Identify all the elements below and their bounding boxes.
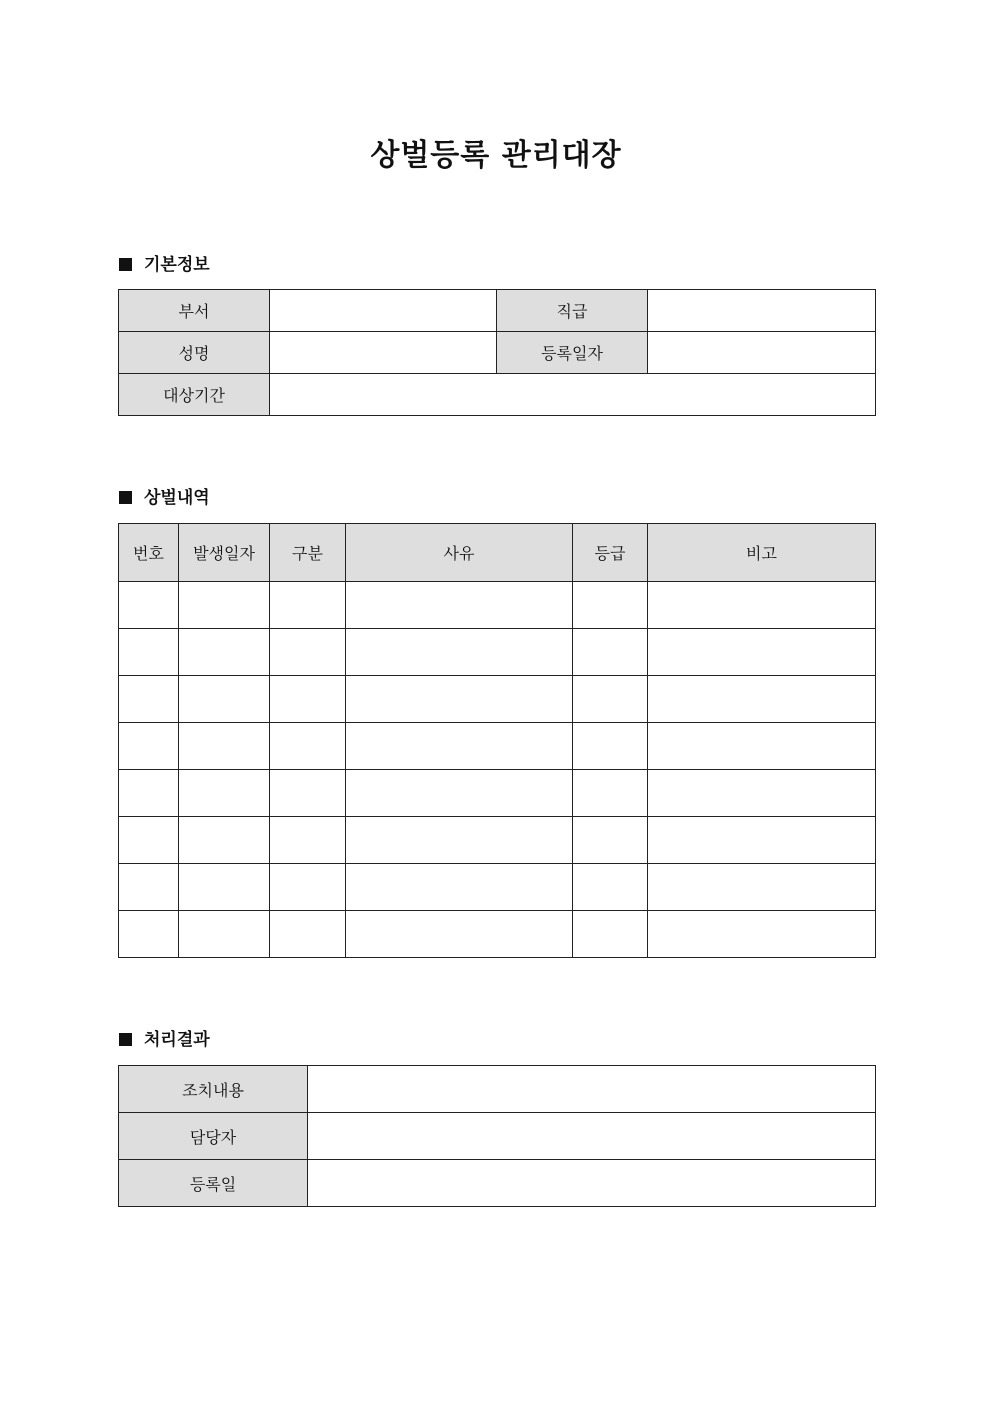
grade-cell[interactable] [573,723,648,770]
result-row [119,1113,876,1160]
date-cell[interactable] [179,582,270,629]
basic-info-heading [119,253,210,277]
date-field[interactable] [308,1160,876,1207]
records-table [118,523,876,958]
remarks-cell[interactable] [648,582,876,629]
grade-cell[interactable] [573,629,648,676]
square-bullet-icon [119,258,132,271]
table-row [119,817,876,864]
date-cell[interactable] [179,723,270,770]
number-cell[interactable] [119,582,179,629]
remarks-cell[interactable] [648,676,876,723]
result-heading [119,1028,210,1052]
reason-cell[interactable] [346,864,573,911]
number-cell[interactable] [119,817,179,864]
basic-info-row [119,290,876,332]
action-field[interactable] [308,1066,876,1113]
reason-cell[interactable] [346,770,573,817]
action-label: 조치내용 [119,1066,308,1113]
type-cell[interactable] [270,770,346,817]
table-row [119,911,876,958]
result-heading-text: 처리결과 [144,1030,210,1050]
basic-info-table [118,289,876,416]
document-title: 상벌등록 관리대장 [370,138,622,173]
grade-cell[interactable] [573,864,648,911]
type-cell[interactable] [270,864,346,911]
records-heading [119,486,210,510]
name-label: 성명 [119,332,270,374]
basic-info-heading-text: 기본정보 [144,255,210,275]
table-row [119,676,876,723]
result-table [118,1065,876,1207]
date-cell[interactable] [179,676,270,723]
reason-cell[interactable] [346,582,573,629]
square-bullet-icon [119,1033,132,1046]
grade-cell[interactable] [573,582,648,629]
name-field[interactable] [270,332,497,374]
column-header-type: 구분 [270,524,346,582]
column-header-number: 번호 [119,524,179,582]
number-cell[interactable] [119,723,179,770]
table-row [119,723,876,770]
remarks-cell[interactable] [648,911,876,958]
table-row [119,582,876,629]
manager-label: 담당자 [119,1113,308,1160]
date-cell[interactable] [179,864,270,911]
grade-cell[interactable] [573,817,648,864]
column-header-grade: 등급 [573,524,648,582]
column-header-reason: 사유 [346,524,573,582]
basic-info-row [119,374,876,416]
department-field[interactable] [270,290,497,332]
register-date-label: 등록일자 [497,332,648,374]
number-cell[interactable] [119,770,179,817]
records-heading-text: 상벌내역 [144,488,210,508]
register-date-field[interactable] [648,332,876,374]
date-cell[interactable] [179,629,270,676]
type-cell[interactable] [270,817,346,864]
reason-cell[interactable] [346,629,573,676]
grade-cell[interactable] [573,770,648,817]
reason-cell[interactable] [346,911,573,958]
number-cell[interactable] [119,629,179,676]
type-cell[interactable] [270,582,346,629]
basic-info-row [119,332,876,374]
reason-cell[interactable] [346,676,573,723]
type-cell[interactable] [270,723,346,770]
result-row [119,1160,876,1207]
number-cell[interactable] [119,676,179,723]
date-cell[interactable] [179,770,270,817]
remarks-cell[interactable] [648,723,876,770]
type-cell[interactable] [270,629,346,676]
remarks-cell[interactable] [648,817,876,864]
table-row [119,864,876,911]
manager-field[interactable] [308,1113,876,1160]
grade-cell[interactable] [573,911,648,958]
remarks-cell[interactable] [648,770,876,817]
table-row [119,770,876,817]
remarks-cell[interactable] [648,864,876,911]
department-label: 부서 [119,290,270,332]
remarks-cell[interactable] [648,629,876,676]
result-row [119,1066,876,1113]
grade-cell[interactable] [573,676,648,723]
records-header-row [119,524,876,582]
column-header-date: 발생일자 [179,524,270,582]
type-cell[interactable] [270,676,346,723]
date-cell[interactable] [179,911,270,958]
reason-cell[interactable] [346,817,573,864]
reason-cell[interactable] [346,723,573,770]
type-cell[interactable] [270,911,346,958]
period-field[interactable] [270,374,876,416]
period-label: 대상기간 [119,374,270,416]
column-header-remarks: 비고 [648,524,876,582]
number-cell[interactable] [119,864,179,911]
square-bullet-icon [119,491,132,504]
date-label: 등록일 [119,1160,308,1207]
position-label: 직급 [497,290,648,332]
position-field[interactable] [648,290,876,332]
date-cell[interactable] [179,817,270,864]
table-row [119,629,876,676]
number-cell[interactable] [119,911,179,958]
